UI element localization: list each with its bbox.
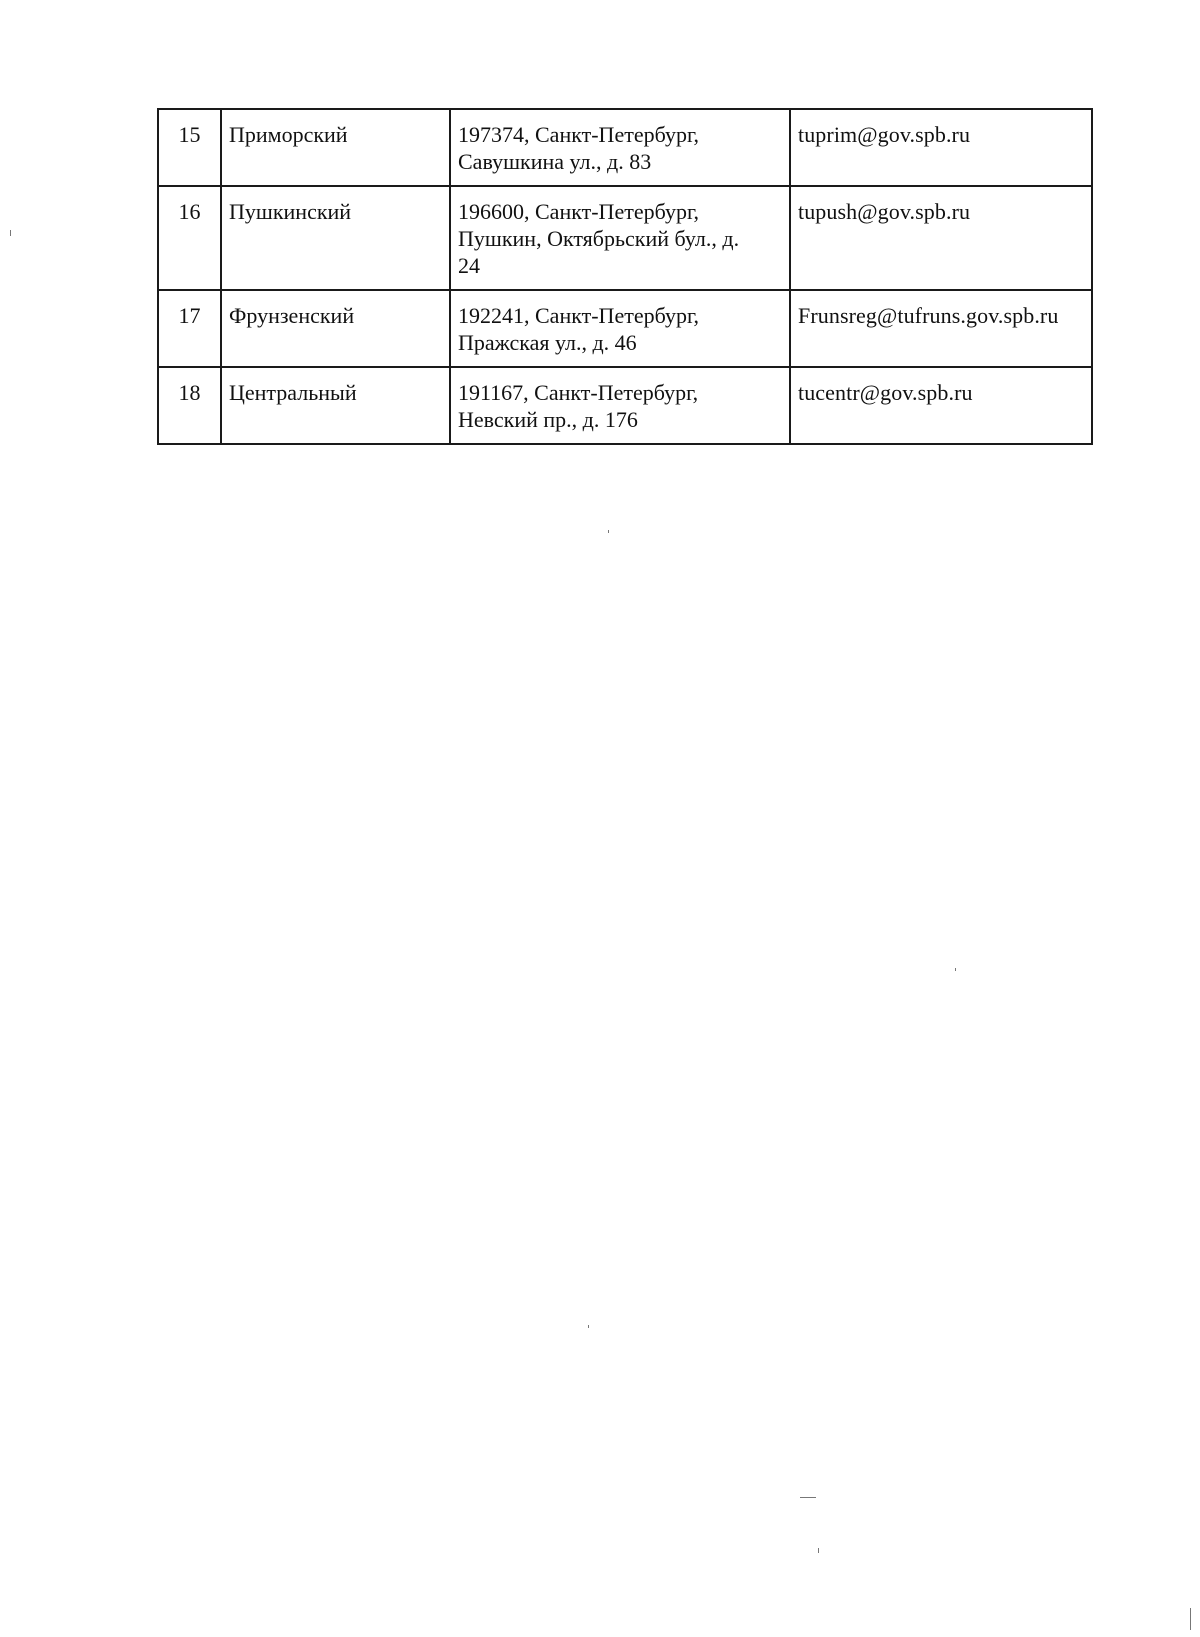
scan-speck — [800, 1497, 816, 1498]
district-name: Пушкинский — [221, 186, 450, 290]
address-line: 196600, Санкт-Петербург, — [458, 199, 699, 224]
district-email: tucentr@gov.spb.ru — [790, 367, 1092, 444]
scan-speck — [608, 530, 609, 533]
row-number: 18 — [158, 367, 221, 444]
address-line: Невский пр., д. 176 — [458, 407, 638, 432]
address-line: 24 — [458, 253, 480, 278]
address-line: Пражская ул., д. 46 — [458, 330, 637, 355]
table-row — [158, 109, 1092, 186]
district-email: tuprim@gov.spb.ru — [790, 109, 1092, 186]
row-number: 17 — [158, 290, 221, 367]
table-row — [158, 186, 1092, 290]
district-address — [450, 109, 790, 186]
district-contacts-table — [157, 108, 1093, 445]
scan-speck — [1190, 1608, 1191, 1630]
district-email: Frunsreg@tufruns.gov.spb.ru — [790, 290, 1092, 367]
scan-speck — [818, 1548, 819, 1553]
row-number: 15 — [158, 109, 221, 186]
scan-speck — [10, 230, 11, 236]
address-line: 192241, Санкт-Петербург, — [458, 303, 699, 328]
address-line: 197374, Санкт-Петербург, — [458, 122, 699, 147]
district-email: tupush@gov.spb.ru — [790, 186, 1092, 290]
district-name: Приморский — [221, 109, 450, 186]
table-row — [158, 367, 1092, 444]
address-line: Савушкина ул., д. 83 — [458, 149, 652, 174]
table-row — [158, 290, 1092, 367]
district-address — [450, 186, 790, 290]
address-line: 191167, Санкт-Петербург, — [458, 380, 699, 405]
district-address — [450, 290, 790, 367]
district-name: Фрунзенский — [221, 290, 450, 367]
scan-speck — [588, 1325, 589, 1328]
district-address — [450, 367, 790, 444]
address-line: Пушкин, Октябрьский бул., д. — [458, 226, 740, 251]
row-number: 16 — [158, 186, 221, 290]
district-name: Центральный — [221, 367, 450, 444]
scan-speck — [955, 968, 956, 971]
